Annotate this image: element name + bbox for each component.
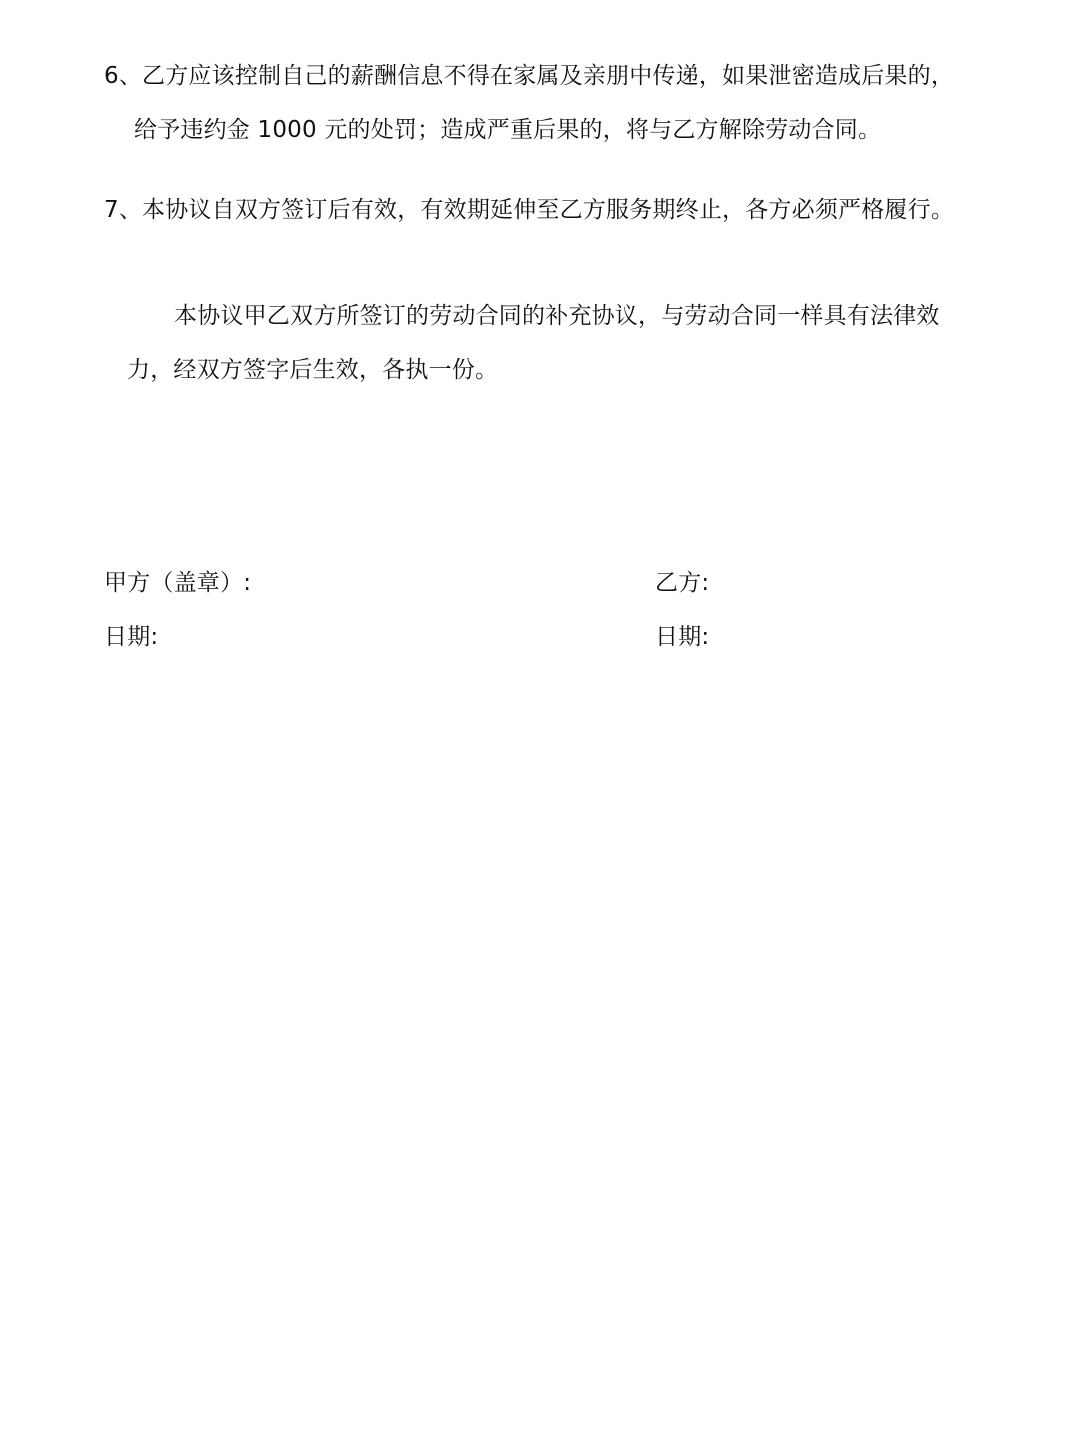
closing-paragraph-line-1: 本协议甲乙双方所签订的劳动合同的补充协议，与劳动合同一样具有法律效 bbox=[174, 303, 940, 329]
clause-6-line-1: 6、乙方应该控制自己的薪酬信息不得在家属及亲朋中传递，如果泄密造成后果的， bbox=[104, 63, 955, 89]
party-a-seal-label: 甲方（盖章）: bbox=[104, 570, 252, 596]
party-b-date-label: 日期: bbox=[655, 624, 710, 650]
party-b-label: 乙方: bbox=[655, 570, 710, 596]
clause-6-line-2: 给予违约金 1000 元的处罚；造成严重后果的，将与乙方解除劳动合同。 bbox=[134, 117, 882, 143]
clause-7: 7、本协议自双方签订后有效，有效期延伸至乙方服务期终止，各方必须严格履行。 bbox=[104, 197, 955, 223]
closing-paragraph-line-2: 力，经双方签字后生效，各执一份。 bbox=[127, 357, 499, 383]
party-a-date-label: 日期: bbox=[104, 624, 159, 650]
